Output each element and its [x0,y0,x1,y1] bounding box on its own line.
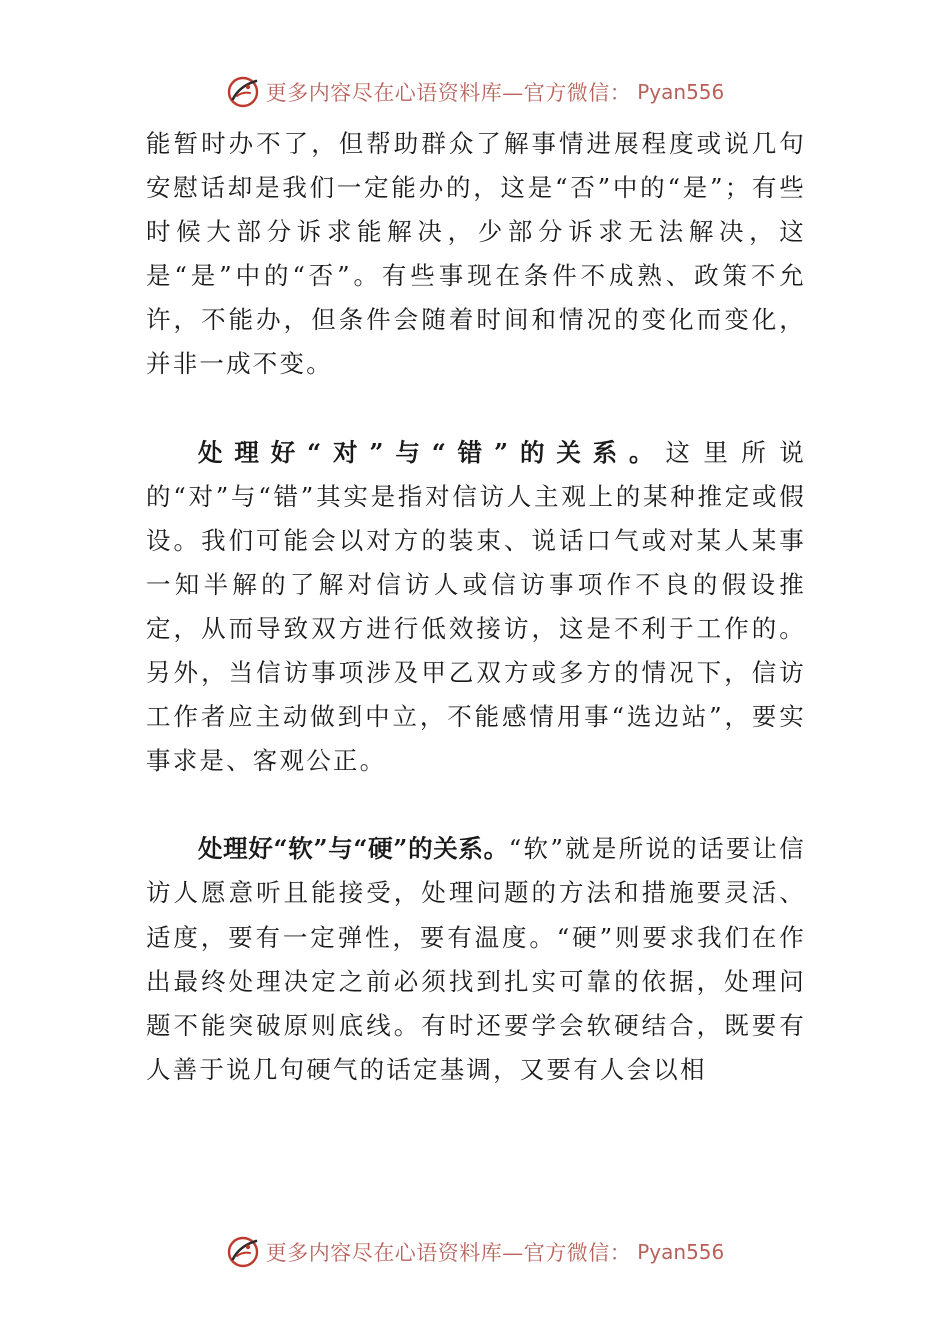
xinyu-logo-icon [226,1235,260,1269]
document-body [146,122,806,1092]
header-wechat-id: Pyan556 [637,80,725,104]
footer-banner-text: 更多内容尽在心语资料库—官方微信： [265,1241,632,1265]
footer-banner [0,1232,950,1272]
header-banner-content [226,75,725,109]
paragraph-3-lead: 处理好“软”与“硬”的关系。 [198,834,509,864]
paragraph-right-wrong [146,431,806,784]
paragraph-2-lead: 处理好“对”与“错”的关系。 [198,437,666,467]
footer-banner-content [226,1235,725,1269]
paragraph-continuation [146,122,806,387]
paragraph-3-text: “软”就是所说的话要让信访人愿意听且能接受，处理问题的方法和措施要灵活、适度，要有一定弹性，要有温度。“硬”则要求我们在作出最终处理决定之前必须找到扎实可靠的依据，处理问题不能突破原则底线。有时还要学会软硬结合，既要有人善于说几句硬气的话定基调，又要有人会以相 [146,834,806,1084]
footer-wechat-id: Pyan556 [637,1240,725,1264]
paragraph-2-text: 这里所说的“对”与“错”其实是指对信访人主观上的某种推定或假设。我们可能会以对方的装束、说话口气或对某人某事一知半解的了解对信访人或信访事项作不良的假设推定，从而导致双方进行低效接访，这是不利于工作的。另外，当信访事项涉及甲乙双方或多方的情况下，信访工作者应主动做到中立，不能感情用事“选边站”，要实事求是、客观公正。 [146,437,806,776]
paragraph-1-text: 能暂时办不了，但帮助群众了解事情进展程度或说几句安慰话却是我们一定能办的，这是“否”中的“是”；有些时候大部分诉求能解决，少部分诉求无法解决，这是“是”中的“否”。有些事现在条件不成熟、政策不允许，不能办，但条件会随着时间和情况的变化而变化，并非一成不变。 [146,129,806,379]
header-banner-text: 更多内容尽在心语资料库—官方微信： [265,81,632,105]
header-banner [0,72,950,112]
paragraph-soft-hard [146,827,806,1092]
xinyu-logo-icon [226,75,260,109]
